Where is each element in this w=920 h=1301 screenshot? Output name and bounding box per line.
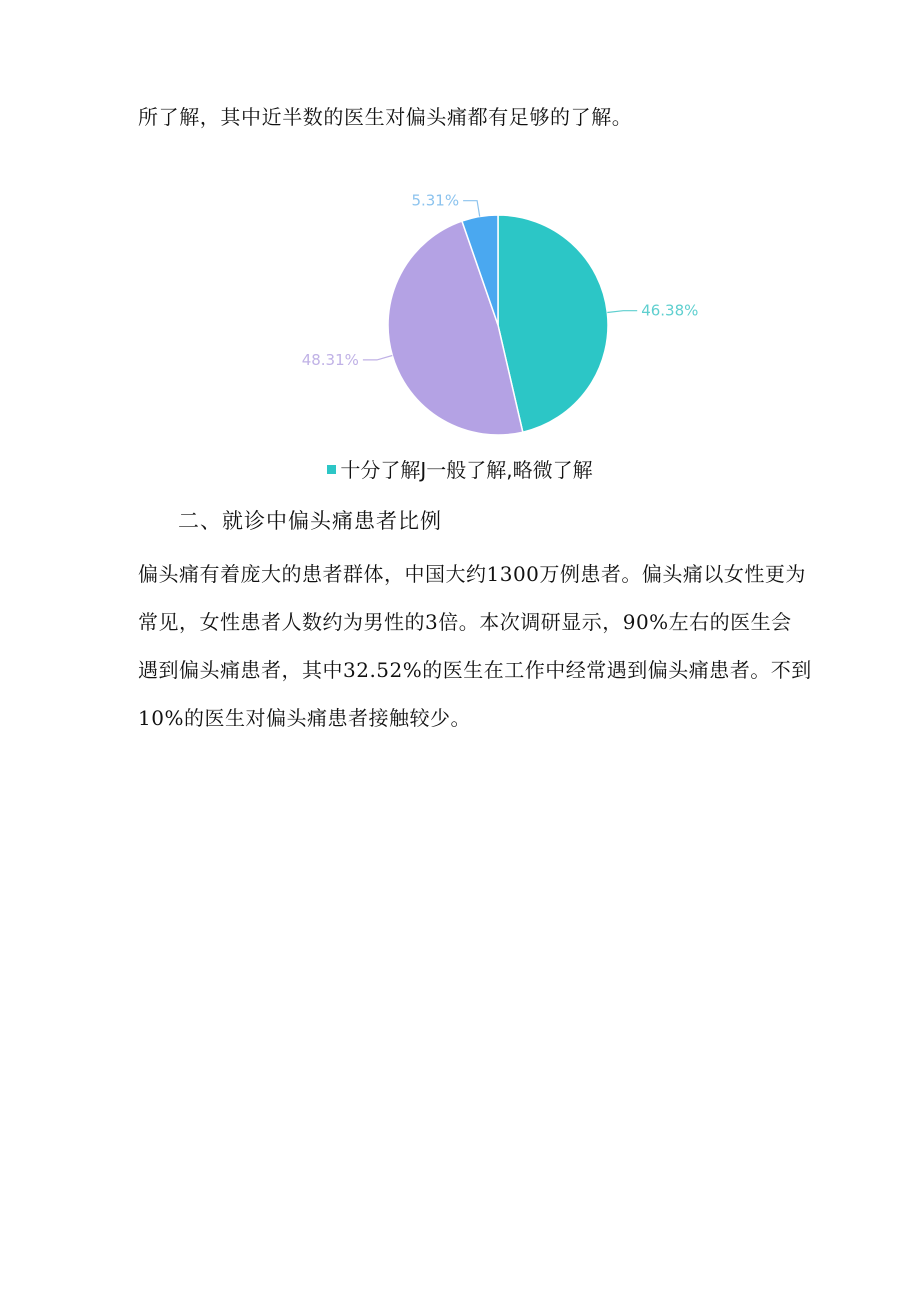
chart-legend: [0, 454, 920, 483]
pie-leader-line-2: [463, 201, 480, 217]
section-heading: 二、就诊中偏头痛患者比例: [178, 509, 442, 533]
body-line-4: 10%的医生对偏头痛患者接触较少。: [138, 706, 471, 730]
pie-label-2: 5.31%: [411, 191, 460, 210]
legend-text: 十分了解J一般了解,略微了解: [340, 458, 593, 482]
pie-label-0: 46.38%: [641, 301, 699, 320]
pie-chart: [250, 170, 730, 450]
pie-label-1: 48.31%: [301, 350, 359, 369]
body-paragraph: [138, 550, 812, 742]
body-line-1: 偏头痛有着庞大的患者群体，中国大约1300万例患者。偏头痛以女性更为: [138, 562, 806, 586]
pie-leader-line-1: [363, 356, 392, 360]
legend-swatch-icon: [327, 465, 336, 474]
pie-leader-line-0: [607, 311, 637, 313]
intro-paragraph: 所了解，其中近半数的医生对偏头痛都有足够的了解。: [138, 105, 633, 129]
body-line-2: 常见，女性患者人数约为男性的3倍。本次调研显示，90%左右的医生会: [138, 610, 792, 634]
body-line-3: 遇到偏头痛患者，其中32.52%的医生在工作中经常遇到偏头痛患者。不到: [138, 658, 812, 682]
